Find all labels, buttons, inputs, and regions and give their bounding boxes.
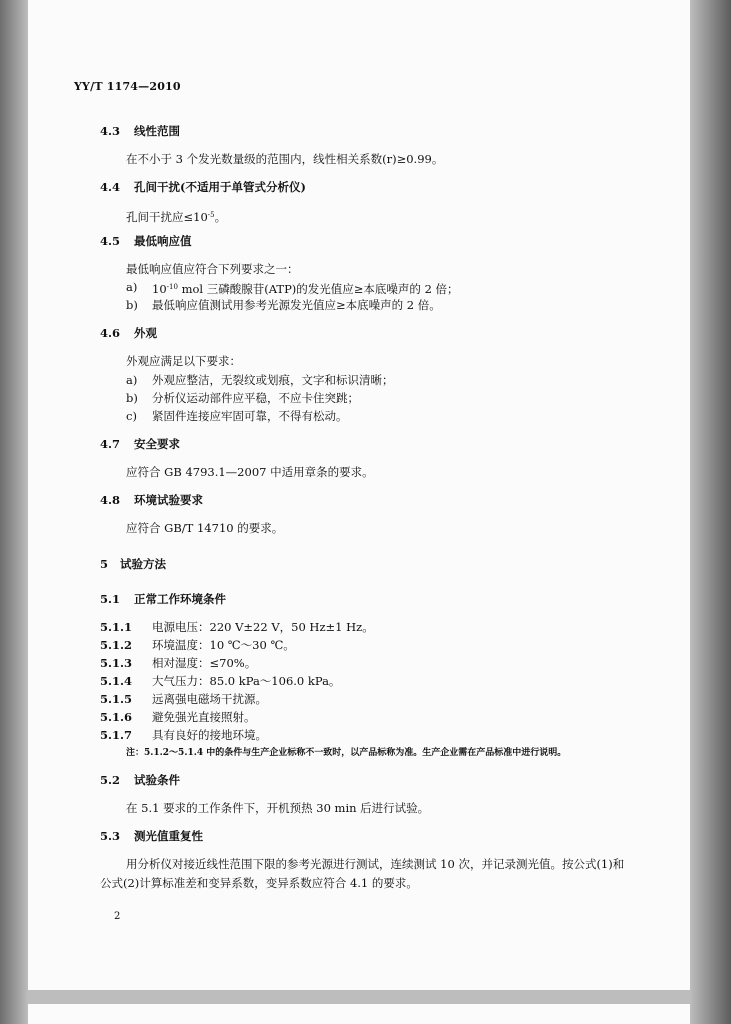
- section-4-8-number: 4.8: [100, 493, 121, 507]
- document-header: YY/T 1174—2010: [74, 80, 181, 93]
- section-5-3-title: 测光值重复性: [134, 829, 203, 843]
- section-4-5-item-a: $10^{-10}$ mol 三磷酸腺苷(ATP)的发光值应≥本底噪声的 2 倍；: [152, 282, 459, 296]
- section-5-2-number: 5.2: [100, 773, 121, 787]
- section-4-6-item-a: 外观应整洁，无裂纹或划痕，文字和标识清晰；: [152, 373, 394, 387]
- section-5-1-2-number: 5.1.2: [100, 638, 133, 652]
- section-4-5-title: 最低响应值: [134, 234, 192, 248]
- section-5-1-title: 正常工作环境条件: [134, 592, 226, 606]
- section-4-3-body: 在不小于 3 个发光数量级的范围内，线性相关系数(r)≥0.99。: [126, 152, 444, 166]
- section-4-6-title: 外观: [134, 326, 157, 340]
- section-5-3-body-line2: 公式(2)计算标准差和变异系数，变异系数应符合 4.1 的要求。: [100, 876, 418, 890]
- section-5-1-7-text: 具有良好的接地环境。: [152, 728, 267, 742]
- section-4-6-number: 4.6: [100, 326, 121, 340]
- section-4-6-item-c: 紧固件连接应牢固可靠，不得有松动。: [152, 409, 348, 423]
- section-4-7-title: 安全要求: [134, 437, 180, 451]
- section-5-1-3-number: 5.1.3: [100, 656, 133, 670]
- section-5-1-3-text: 相对湿度：≤70%。: [152, 656, 257, 670]
- section-4-6-item-b-label: b): [126, 391, 138, 405]
- section-5-1-number: 5.1: [100, 592, 121, 606]
- section-5-title: 试验方法: [120, 557, 166, 571]
- section-4-3-title: 线性范围: [134, 124, 180, 138]
- section-4-4-body: 孔间干扰应$\le 10^{-5}$。: [126, 210, 227, 224]
- section-4-5-item-a-label: a): [126, 280, 138, 294]
- section-5-1-7-number: 5.1.7: [100, 728, 133, 742]
- section-5-1-4-number: 5.1.4: [100, 674, 133, 688]
- next-page-edge: [28, 1004, 690, 1024]
- section-5-2-body: 在 5.1 要求的工作条件下，开机预热 30 min 后进行试验。: [126, 801, 430, 815]
- section-4-5-item-b-label: b): [126, 298, 138, 312]
- page-number: 2: [114, 911, 121, 922]
- section-5-1-2-text: 环境温度：10 ℃～30 ℃。: [152, 638, 295, 652]
- section-5-3-number: 5.3: [100, 829, 121, 843]
- section-4-6-item-a-label: a): [126, 373, 138, 387]
- section-5-2-title: 试验条件: [134, 773, 180, 787]
- section-5-1-note: 注：5.1.2～5.1.4 中的条件与生产企业标称不一致时，以产品标称为准。生产企业需在产品标准中进行说明。: [126, 748, 567, 758]
- section-4-4-number: 4.4: [100, 180, 121, 194]
- section-4-7-body: 应符合 GB 4793.1—2007 中适用章条的要求。: [126, 465, 374, 479]
- section-5-1-1-number: 5.1.1: [100, 620, 133, 634]
- section-4-8-title: 环境试验要求: [134, 493, 203, 507]
- section-5-1-5-number: 5.1.5: [100, 692, 133, 706]
- section-5-1-6-text: 避免强光直接照射。: [152, 710, 256, 724]
- section-4-5-item-b: 最低响应值测试用参考光源发光值应≥本底噪声的 2 倍。: [152, 298, 441, 312]
- section-5-1-1-text: 电源电压：220 V±22 V，50 Hz±1 Hz。: [152, 620, 374, 634]
- document-page: [28, 0, 690, 990]
- section-4-8-body: 应符合 GB/T 14710 的要求。: [126, 521, 284, 535]
- section-4-5-intro: 最低响应值应符合下列要求之一：: [126, 262, 299, 276]
- section-4-7-number: 4.7: [100, 437, 121, 451]
- section-5-1-5-text: 远离强电磁场干扰源。: [152, 692, 267, 706]
- section-4-6-item-c-label: c): [126, 409, 137, 423]
- section-4-4-title: 孔间干扰(不适用于单管式分析仪): [134, 180, 306, 194]
- section-5-1-6-number: 5.1.6: [100, 710, 133, 724]
- section-4-5-number: 4.5: [100, 234, 121, 248]
- section-4-6-intro: 外观应满足以下要求：: [126, 354, 241, 368]
- section-5-1-4-text: 大气压力：85.0 kPa～106.0 kPa。: [152, 674, 341, 688]
- section-5-number: 5: [100, 557, 109, 571]
- section-4-6-item-b: 分析仪运动部件应平稳，不应卡住突跳；: [152, 391, 359, 405]
- section-5-3-body-line1: 用分析仪对接近线性范围下限的参考光源进行测试，连续测试 10 次，并记录测光值。按公式(1)和: [126, 857, 625, 871]
- section-4-3-number: 4.3: [100, 124, 121, 138]
